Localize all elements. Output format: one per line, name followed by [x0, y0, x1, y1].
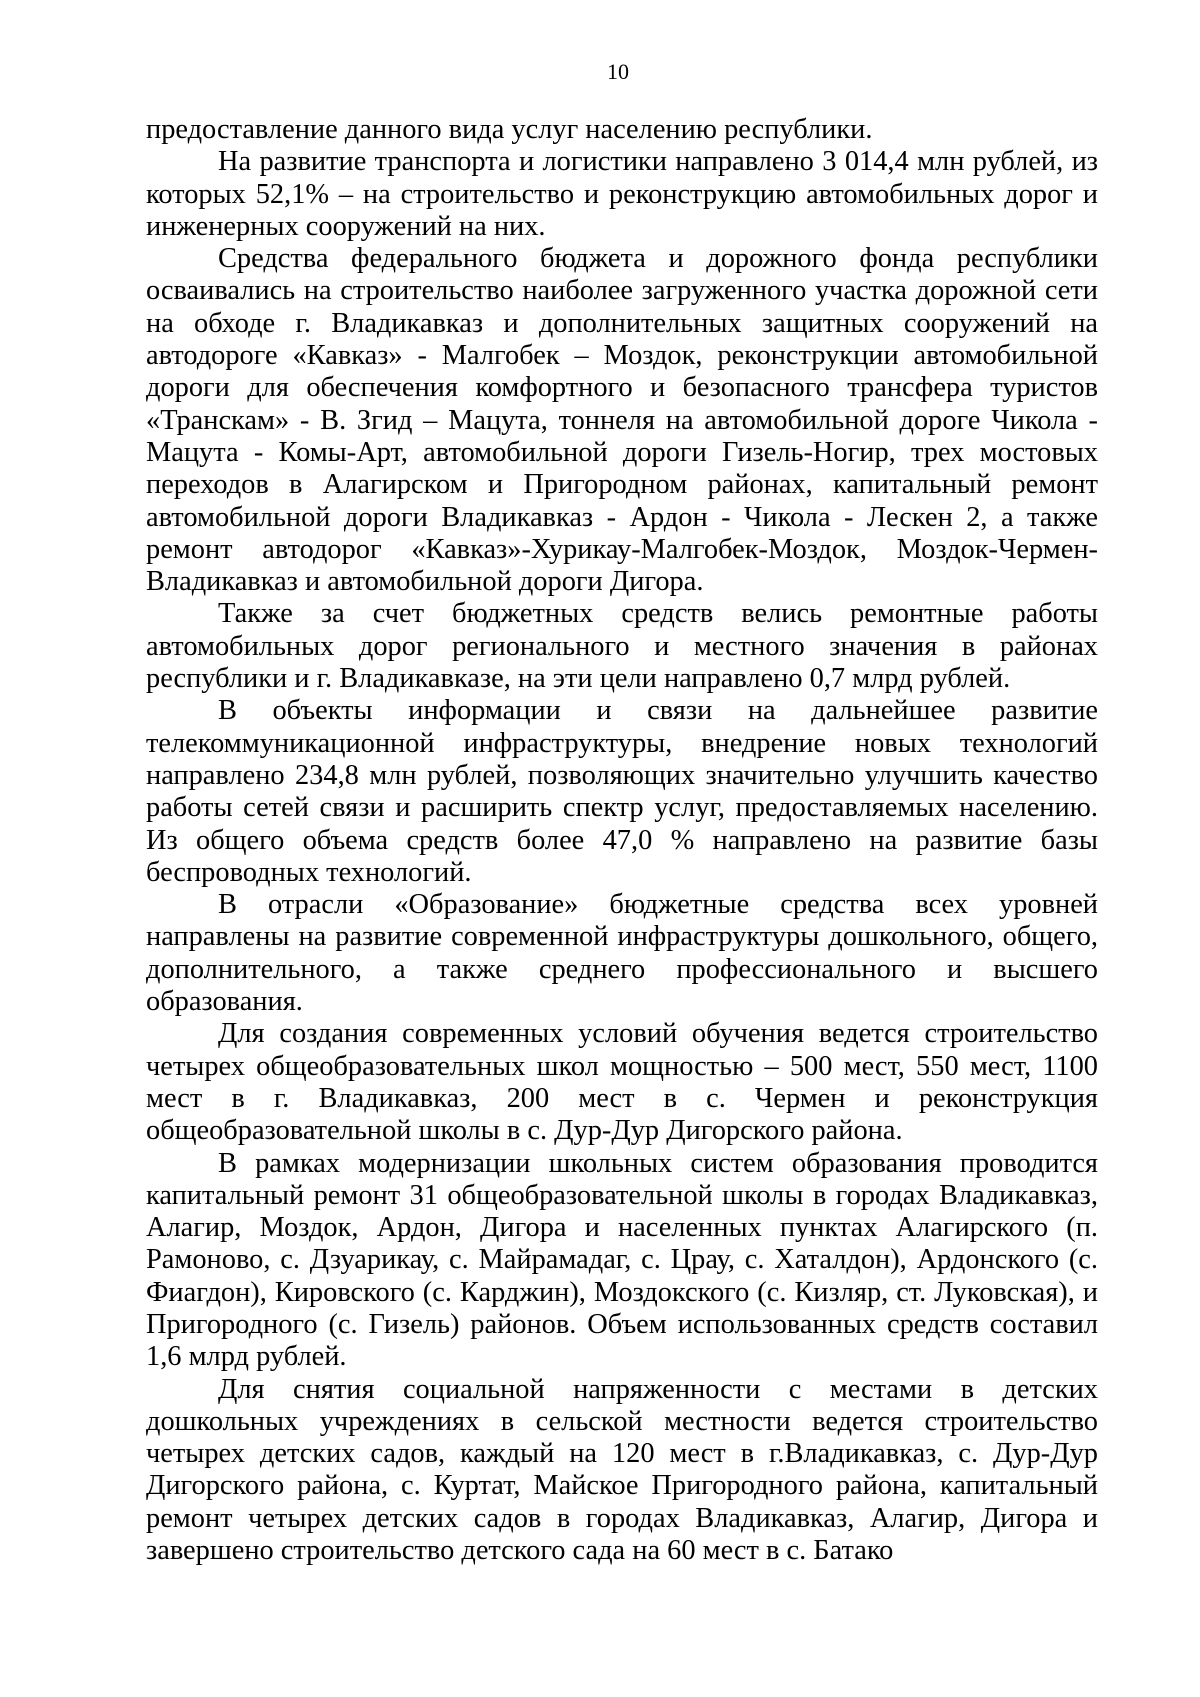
paragraph-schools-construction: Для создания современных условий обучения ведется строительство четырех общеобразовательных школ мощностью – 500 мест, 550 мест, 1100 мест в г. Владикавказ, 200 мест в с. Чермен и реконструкция общеобразовательной школы в с. Дур-Дур Дигорского района.	[146, 1018, 1098, 1147]
paragraph-continuation: предоставление данного вида услуг населению республики.	[146, 114, 873, 145]
paragraph-telecom: В объекты информации и связи на дальнейшее развитие телекоммуникационной инфраструктуры, внедрение новых технологий направлено 234,8 млн рублей, позволяющих значительно улучшить качество работы сетей связи и расширить спектр услуг, предоставляемых населению. Из общего объема средств более 47,0 % направлено на развитие базы беспроводных технологий.	[146, 695, 1098, 888]
paragraph-road-fund: Средства федерального бюджета и дорожного фонда республики осваивались на строительство наиболее загруженного участка дорожной сети на обходе г. Владикавказ и дополнительных защитных сооружений на автодороге «Кавказ» - Малгобек – Моздок, реконструкции автомобильной дороги для обеспечения комфортного и безопасного трансфера туристов «Транскам» - В. Згид – Мацута, тоннеля на автомобильной дороге Чикола - Мацута - Комы-Арт, автомобильной дороги Гизель-Ногир, трех мостовых переходов в Алагирском и Пригородном районах, капитальный ремонт автомобильной дороги Владикавказ - Ардон - Чикола - Лескен 2, а также ремонт автодорог «Кавказ»-Хурикау-Малгобек-Моздок, Моздок-Чермен-Владикавказ и автомобильной дороги Дигора.	[146, 243, 1098, 598]
paragraph-transport: На развитие транспорта и логистики направлено 3 014,4 млн рублей, из которых 52,1% – на строительство и реконструкцию автомобильных дорог и инженерных сооружений на них.	[146, 146, 1098, 242]
paragraph-schools-repair: В рамках модернизации школьных систем образования проводится капитальный ремонт 31 общеобразовательной школы в городах Владикавказ, Алагир, Моздок, Ардон, Дигора и населенных пунктах Алагирского (п. Рамоново, с. Дзуарикау, с. Майрамадаг, с. Црау, с. Хаталдон), Ардонского (с. Фиагдон), Кировского (с. Карджин), Моздокского (с. Кизляр, ст. Луковская), и Пригородного (с. Гизель) районов. Объем использованных средств составил 1,6 млрд рублей.	[146, 1147, 1098, 1373]
paragraph-education: В отрасли «Образование» бюджетные средства всех уровней направлены на развитие современной инфраструктуры дошкольного, общего, дополнительного, а также среднего профессионального и высшего образования.	[146, 889, 1098, 1018]
paragraph-road-repair: Также за счет бюджетных средств велись ремонтные работы автомобильных дорог регионального и местного значения в районах республики и г. Владикавказе, на эти цели направлено 0,7 млрд рублей.	[146, 598, 1098, 695]
body-text	[146, 114, 1098, 1567]
page-number: 10	[607, 59, 629, 84]
paragraph-kindergartens: Для снятия социальной напряженности с местами в детских дошкольных учреждениях в сельской местности ведется строительство четырех детских садов, каждый на 120 мест в г.Владикавказ, с. Дур-Дур Дигорского района, с. Куртат, Майское Пригородного района, капитальный ремонт четырех детских садов в городах Владикавказ, Алагир, Дигора и завершено строительство детского сада на 60 мест в с. Батако	[146, 1373, 1098, 1567]
